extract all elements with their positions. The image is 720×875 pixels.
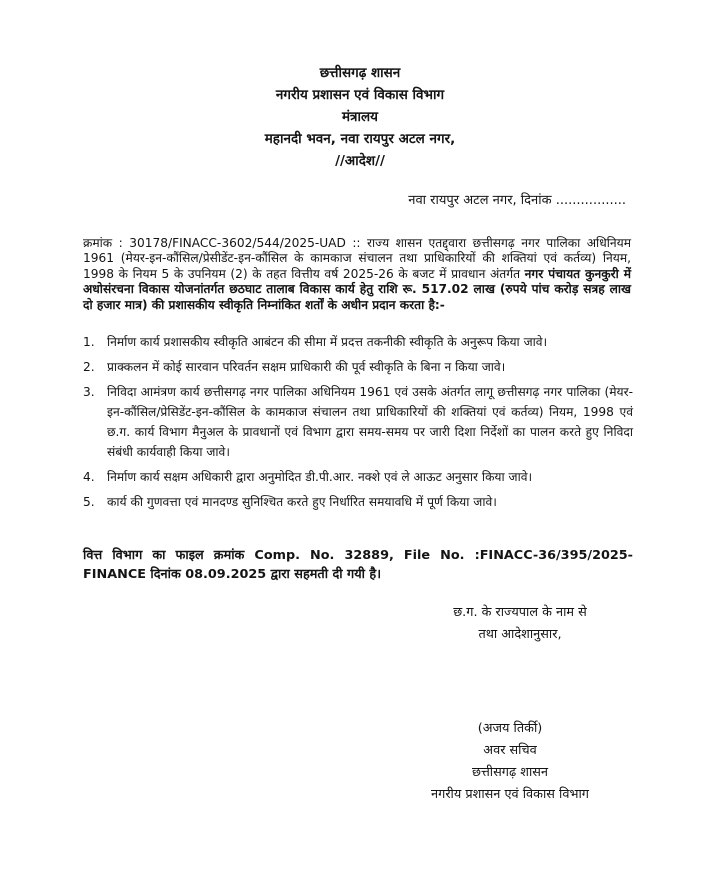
office-address: महानदी भवन, नवा रायपुर अटल नगर, [264,131,456,147]
conditions-list [83,332,633,517]
condition-number: 5. [83,495,95,509]
condition-text: निविदा आमंत्रण कार्य छत्तीसगढ़ नगर पालिका अधिनियम 1961 एवं उसके अंतर्गत लागू छत्तीसगढ़ नगर पालिका (मेयर-इन-कौंसिल/प्रेसिडेंट-इन-कौंसिल के कामकाज संचालन तथा प्राधिकारियों की शक्तियां एवं कर्तव्य) नियम, 1998 एवं छ.ग. कार्य विभाग मैनुअल के प्रावधानों एवं विभाग द्वारा समय-समय पर जारी दिशा निर्देशों का पालन करते हुए निविदा संबंधी कार्यवाही किया जावे। [107,385,633,459]
closing-block [420,602,620,646]
date-line: नवा रायपुर अटल नगर, दिनांक ................. [408,193,626,208]
condition-text: निर्माण कार्य प्रशासकीय स्वीकृति आबंटन की सीमा में प्रदत्त तकनीकी स्वीकृति के अनुरूप किया जावे। [107,335,548,349]
order-label: //आदेश// [335,153,385,169]
condition-text: प्राक्कलन में कोई सारवान परिवर्तन सक्षम प्राधिकारी की पूर्व स्वीकृति के बिना न किया जावे। [107,360,506,374]
signatory-designation: अवर सचिव [483,743,537,758]
order-paragraph-text: क्रमांक : 30178/FINACC-3602/544/2025-UAD :: राज्य शासन एतद्द्वारा छत्तीसगढ़ नगर पालिका अधिनियम 1961 (मेयर-इन-कौंसिल/प्रेसीडेंट-इन-कौंसिल के कामकाज संचालन तथा प्राधिकारियों की शक्तियां एवं कर्तव्य) नियम, 1998 के नियम 5 के उपनियम (2) के तहत वित्तीय वर्ष 2025-26 के बजट में प्रावधान अंतर्गत [83,236,631,281]
closing-line-governor: छ.ग. के राज्यपाल के नाम से [453,605,587,620]
ministry-name: मंत्रालय [341,109,378,125]
condition-item [83,467,633,487]
department-name: नगरीय प्रशासन एवं विकास विभाग [275,87,445,103]
condition-item [83,332,633,352]
closing-line-order: तथा आदेशानुसार, [478,627,562,642]
signatory-department: नगरीय प्रशासन एवं विकास विभाग [431,787,589,802]
signatory-government: छत्तीसगढ़ शासन [471,765,549,780]
condition-number: 3. [83,385,95,399]
condition-text: निर्माण कार्य सक्षम अधिकारी द्वारा अनुमोदित डी.पी.आर. नक्शे एवं ले आऊट अनुसार किया जावे। [107,470,533,484]
finance-approval-note: वित्त विभाग का फाइल क्रमांक Comp. No. 32889, File No. :FINACC-36/395/2025-FINANCE दिनांक 08.09.2025 द्वारा सहमती दी गयी है। [83,548,633,582]
condition-number: 1. [83,335,95,349]
condition-number: 2. [83,360,95,374]
signatory-name: (अजय तिर्की) [477,721,543,736]
condition-item [83,492,633,512]
signature-block [390,718,630,806]
government-name: छत्तीसगढ़ शासन [319,65,401,81]
condition-item [83,382,633,462]
condition-item [83,357,633,377]
sanction-details: नगर पंचायत कुनकुरी में अधोसंरचना विकास योजनांतर्गत छठघाट तालाब विकास कार्य हेतु राशि रू. 517.02 लाख (रुपये पांच करोड़ सत्रह लाख दो हजार मात्र) की प्रशासकीय स्वीकृति निम्नांकित शर्तों के अधीन प्रदान करता है:- [83,266,631,312]
order-paragraph [83,236,631,313]
condition-number: 4. [83,470,95,484]
letterhead [0,62,720,172]
condition-text: कार्य की गुणवत्ता एवं मानदण्ड सुनिश्चित करते हुए निर्धारित समयावधि में पूर्ण किया जावे। [107,495,497,509]
